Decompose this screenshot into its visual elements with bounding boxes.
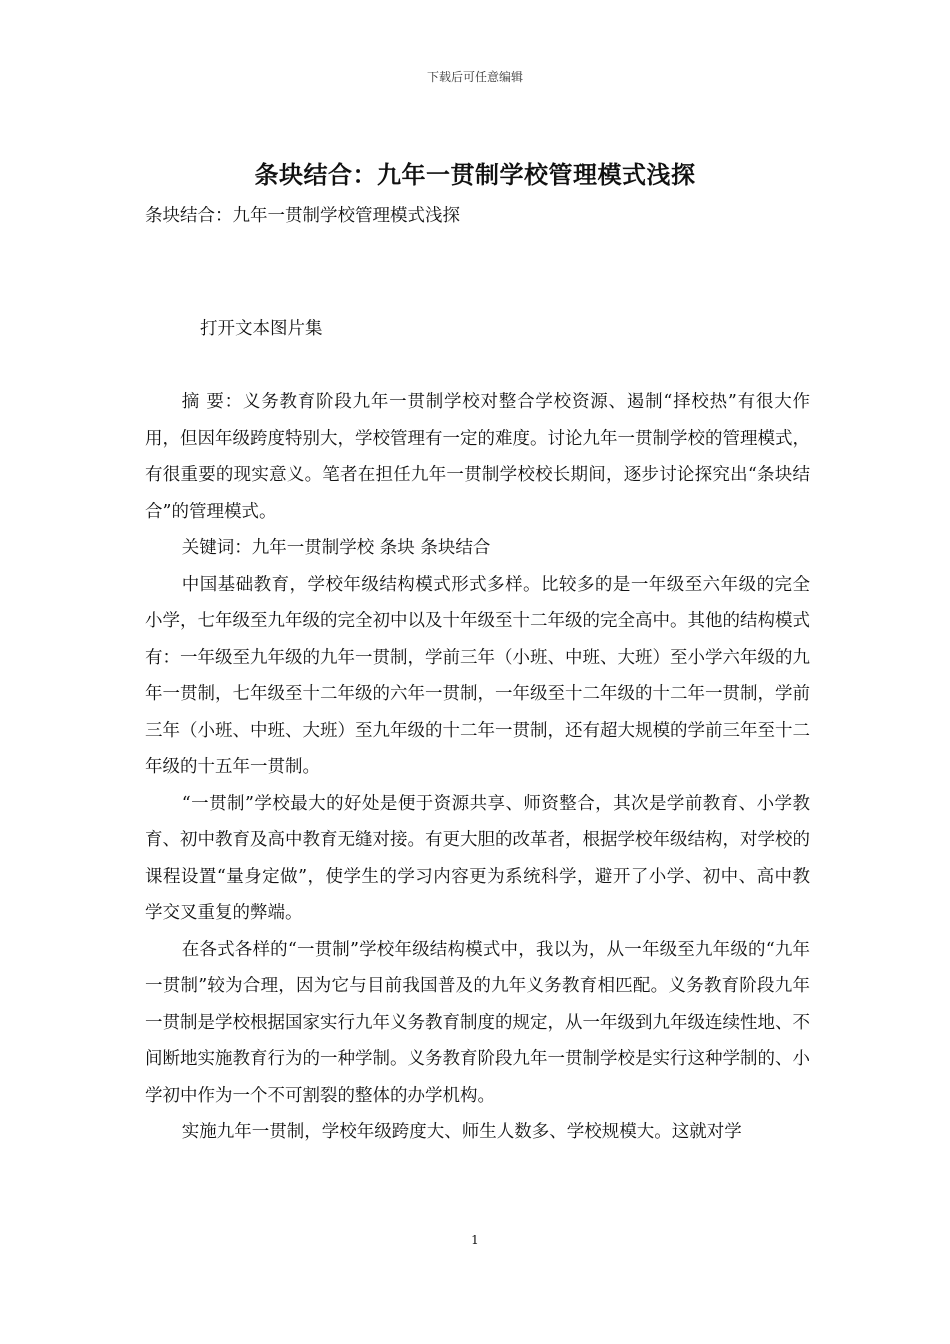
page-number: 1 [471,1233,479,1247]
body-paragraph: 中国基础教育，学校年级结构模式形式多样。比较多的是一年级至六年级的完全小学，七年级至九年级的完全初中以及十年级至十二年级的完全高中。其他的结构模式有：一年级至九年级的九年一贯制，学前三年（小班、中班、大班）至小学六年级的九年一贯制，七年级至十二年级的六年一贯制，一年级至十二年级的十二年一贯制，学前三年（小班、中班、大班）至九年级的十二年一贯制，还有超大规模的学前三年至十二年级的十五年一贯制。 [145,574,810,777]
body-paragraph: “一贯制”学校最大的好处是便于资源共享、师资整合，其次是学前教育、小学教育、初中教育及高中教育无缝对接。有更大胆的改革者，根据学校年级结构，对学校的课程设置“量身定做”，使学生的学习内容更为系统科学，避开了小学、初中、高中教学交叉重复的弊端。 [145,793,810,923]
body-paragraph: 实施九年一贯制，学校年级跨度大、师生人数多、学校规模大。这就对学 [181,1122,742,1142]
page-header-note: 下载后可任意编辑 [426,70,523,84]
body-paragraph: 在各式各样的“一贯制”学校年级结构模式中，我以为，从一年级至九年级的“九年一贯制”较为合理，因为它与目前我国普及的九年义务教育相匹配。义务教育阶段九年一贯制是学校根据国家实行九年义务教育制度的规定，从一年级到九年级连续性地、不间断地实施教育行为的一种学制。义务教育阶段九年一贯制学校是实行这种学制的、小学初中作为一个不可割裂的整体的办学机构。 [145,939,810,1106]
document-title: 条块结合：九年一贯制学校管理模式浅探 [254,160,696,189]
open-image-gallery-link[interactable]: 打开文本图片集 [200,319,323,339]
document-subtitle: 条块结合：九年一贯制学校管理模式浅探 [145,206,460,226]
document-body [145,384,810,1151]
keywords-paragraph: 关键词：九年一贯制学校 条块 条块结合 [181,538,491,558]
abstract-paragraph: 摘 要：义务教育阶段九年一贯制学校对整合学校资源、遏制“择校热”有很大作用，但因年级跨度特别大，学校管理有一定的难度。讨论九年一贯制学校的管理模式，有很重要的现实意义。笔者在担任九年一贯制学校校长期间，逐步讨论探究出“条块结合”的管理模式。 [145,392,810,522]
